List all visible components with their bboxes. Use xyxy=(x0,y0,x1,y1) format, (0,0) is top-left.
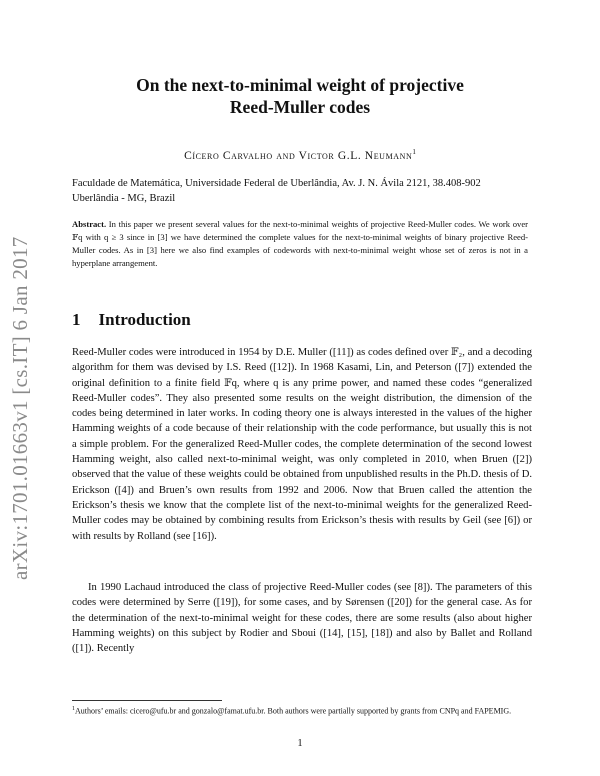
body-paragraph-2: In 1990 Lachaud introduced the class of projective Reed-Muller codes (see [8]). The parameters of this codes were determined by Serre ([19]), for some cases, and by Sørensen ([20]) for the general case. As for the determination of the next-to-minimal weight for these codes, there are some results (also about higher Hamming weights) on this subject by Rodier and Sboui ([14], [15], [18]) and also by Ballet and Rolland ([1]). Recently xyxy=(72,582,532,655)
footnote-marker: 1 xyxy=(72,706,75,712)
title-line-1: On the next-to-minimal weight of projective xyxy=(136,75,464,95)
affiliation-line-2: Uberlândia - MG, Brazil xyxy=(72,193,176,204)
abstract-label: Abstract. xyxy=(72,219,107,229)
footnote xyxy=(72,704,532,717)
body-paragraph-1: Reed-Muller codes were introduced in 1954 by D.E. Muller ([11]) as codes defined over 𝔽₂, and a decoding algorithm for them was devised by I.S. Reed ([12]). In 1968 Kasami, Lin, and Peterson ([7]) extended the original definition to a finite field 𝔽q, where q is any prime power, and named these codes “generalized Reed-Muller codes”. They also presented some results on the weight distribution, the dimension of the codes being determined in later works. In coding theory one is always interested in the values of the higher Hamming weights of a code because of their relationship with the code performance, but usually this is not a simple problem. For the generalized Reed-Muller codes, the complete determination of the second lowest Hamming weight, also called next-to-minimal weight, was only completed in 2010, when Bruen ([2]) observed that the value of these weights could be obtained from unpublished results in the Ph.D. thesis of D. Erickson ([4]) and Bruen’s own results from 1992 and 2006. Now that Bruen called the attention the Erickson’s thesis we know that the complete list of the next-to-minimal weights for the generalized Reed-Muller codes may be obtained by combining results from Erickson’s thesis with results by Geil (see [6]) or with results by Rolland (see [16]). xyxy=(72,347,532,542)
page-number: 1 xyxy=(297,738,303,749)
author-footnote-marker: 1 xyxy=(412,148,416,156)
author-names: Cícero Carvalho and Victor G.L. Neumann xyxy=(184,149,413,162)
paper-title xyxy=(60,74,540,118)
title-line-2: Reed-Muller codes xyxy=(229,97,371,117)
arxiv-identifier: arXiv:1701.01663v1 [cs.IT] 6 Jan 2017 xyxy=(8,236,32,580)
footnote-text: Authors’ emails: cicero@ufu.br and gonzalo@famat.ufu.br. Both authors were partially supported by grants from CNPq and FAPEMIG. xyxy=(75,706,512,716)
section-heading xyxy=(72,310,191,330)
author-line xyxy=(60,148,540,162)
affiliation-line-1: Faculdade de Matemática, Universidade Federal de Uberlândia, Av. J. N. Ávila 2121, 38.408-902 xyxy=(72,178,481,189)
section-number: 1 xyxy=(72,310,81,329)
section-title: Introduction xyxy=(98,310,191,329)
abstract-text: In this paper we present several values for the next-to-minimal weights of projective Reed-Muller codes. We work over 𝔽q with q ≥ 3 since in [3] we have determined the complete values for the next-to-minimal weights of binary projective Reed-Muller codes. As in [3] here we also find examples of codewords with next-to-minimal weight whose set of zeros is not in a hyperplane arrangement. xyxy=(72,219,528,269)
affiliation xyxy=(72,176,540,206)
footnote-divider xyxy=(72,700,222,701)
abstract xyxy=(72,218,528,270)
